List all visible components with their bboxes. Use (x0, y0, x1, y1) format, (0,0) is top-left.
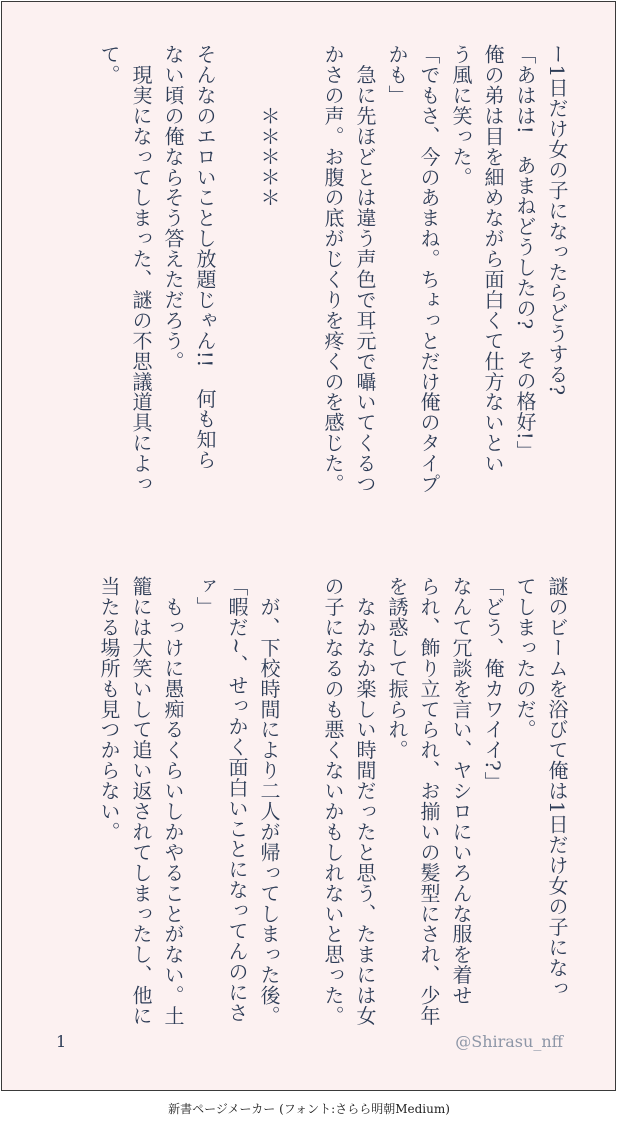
footer-credit: 新書ページメーカー (フォント:さらら明朝Medium) (168, 1102, 450, 1116)
upper-text-block: ー1日だけ女の子になったらどうする? 「あはは! あまねどうしたの? その格好!」 俺の弟は目を細めながら面白くて仕方ないとい う風に笑った。 「でもさ、今のあまね。ちょっとだけ俺のタイプ かも」 急に先ほどとは違う声色で耳元で囁いてくるつ かさの声。お腹の底がじくりを疼くのを感じた。 ＊＊＊＊＊ そんなのエロいことし放題じゃん!! 何も知ら ない頃の俺ならそう答えただろう。 現実になってしまった、謎の不思議道具によっ て。 (97, 44, 569, 494)
page-number: 1 (56, 1032, 67, 1051)
lower-text-block: 謎のビームを浴びて俺は1日だけ女の子になっ てしまったのだ。 「どう、俺カワイイ?」 なんて冗談を言い、ヤシロにいろんな服を着せ られ、飾り立てられ、お揃いの髪型にされ、少年 を誘惑して振られ。 なかなか楽しい時間だったと思う、たまには女 の子になるのも悪くないかもしれないと思った。 が、下校時間により二人が帰ってしまった後。 「暇だ~、せっかく面白いことになってんのにさ ァ」 もっけに愚痴るくらいしかやることがない。土 籠には大笑いして追い返されてしまったし、他に 当たる場所も見つからない。 (97, 576, 569, 1026)
novel-page (1, 1, 616, 1091)
author-handle: @Shirasu_nff (455, 1032, 563, 1051)
